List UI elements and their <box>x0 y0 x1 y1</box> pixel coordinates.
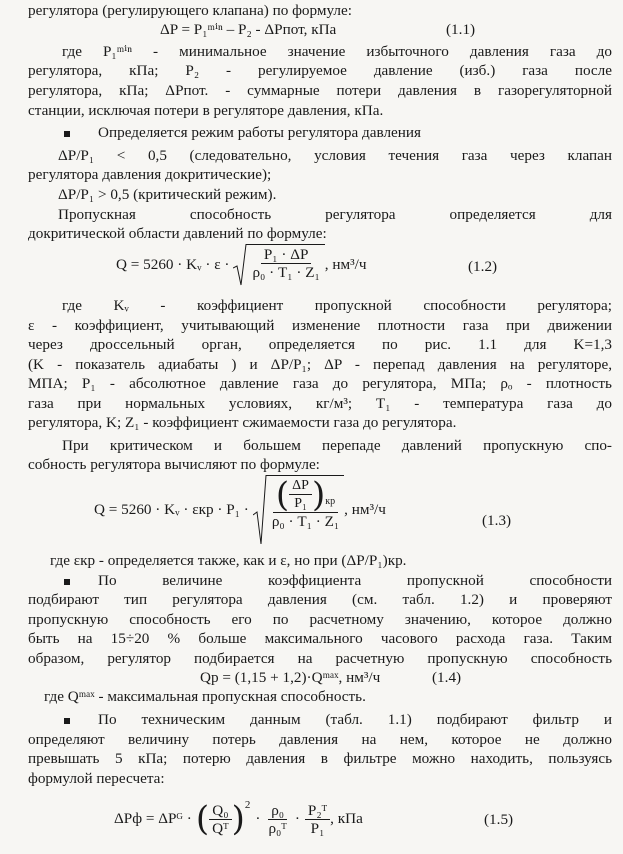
fraction-numerator: P₂ᵀ <box>305 802 330 820</box>
text-line: образом, регулятор подбирается на расчетную пропускную способность <box>28 650 612 667</box>
formula-unit: , нм³/ч <box>344 501 386 518</box>
bullet-text: По величине коэффициента пропускной способности <box>98 572 612 589</box>
bullet-line <box>64 572 612 590</box>
paren-left: ( <box>195 799 210 839</box>
text-line: собность регулятора вычисляют по формуле: <box>28 456 320 473</box>
formula-1-3 <box>94 474 386 546</box>
paren-left: ( <box>275 474 290 515</box>
text-line: (K - показатель адиабаты ) и ΔP/P₁; ΔP - перепад давления на регуляторе, <box>28 356 612 373</box>
text-line: станции, исключая потери в регуляторе давления, кПа. <box>28 102 384 119</box>
text-line: регулятора давления докритические); <box>28 166 272 183</box>
fraction-numerator: P₁ · ΔP <box>261 246 312 264</box>
text-line: ΔP/P₁ > 0,5 (критический режим). <box>58 186 277 203</box>
paren-right: ) <box>231 799 245 839</box>
formula-1-5: ΔPф = ΔPᴳ · ( $\frac{\text{Q₀}}{\text{Qᵀ}}$ ) 2 · $\frac{\text{ρ₀}}{\text{ρ₀ᵀ}}$ · $\frac{\text{P₂ᵀ}}{\text{P₁}}$ , кПа <box>114 794 363 844</box>
equation-number: (1.4) <box>432 669 462 686</box>
text-line: быть на 15÷20 % больше максимального часового расхода газа. Таким <box>28 630 612 647</box>
text-line: через дроссельный орган, определяется по рис. 1.1 для K=1,3 <box>28 336 612 353</box>
bullet-icon <box>64 579 70 585</box>
formula-left: ΔPф = ΔPᴳ · <box>114 810 192 827</box>
formula-unit: , кПа <box>330 810 363 827</box>
formula-1-4: Qр = (1,15 + 1,2)·Qᵐᵃˣ, нм³/ч <box>200 669 381 686</box>
text-line: где P₁ᵐⁱⁿ - минимальное значение избыточного давления газа до <box>62 43 612 60</box>
fraction <box>269 474 342 530</box>
fraction-q <box>209 802 231 837</box>
equation-number: (1.5) <box>484 811 514 828</box>
fraction <box>249 246 322 281</box>
text-line: превышать 5 кПа; потерю давления в фильтре можно находить, пользуясь <box>28 750 612 767</box>
fraction-rho <box>265 802 289 837</box>
fraction-denominator: ρ₀ · T₁ · Z₁ <box>252 264 320 281</box>
bullet-icon <box>64 718 70 724</box>
exponent: 2 <box>244 799 251 811</box>
text-line: МПА; P₁ - абсолютное давление газа до регулятора, МПа; ρₒ - плотность <box>28 375 612 392</box>
sqrt-sign <box>233 244 324 286</box>
text-line: определяют величину потерь давления на нем, которое не должно <box>28 731 612 748</box>
text-line: При критическом и большем перепаде давлений пропускную спо- <box>62 437 612 454</box>
inner-denominator: P₁ <box>294 496 307 511</box>
fraction-denominator: ρ₀ᵀ <box>268 819 287 837</box>
text-line: регулятора, кПа; P₂ - регулируемое давление (изб.) газа после <box>28 62 612 79</box>
bullet-icon <box>64 131 70 137</box>
sqrt-sign <box>253 475 344 545</box>
text-line: докритической области давлений по формуле: <box>28 225 327 242</box>
bullet-text: По техническим данным (табл. 1.1) подбирают фильтр и <box>98 711 612 728</box>
subscript-kr: кр <box>325 496 336 507</box>
formula-unit: , нм³/ч <box>324 256 367 273</box>
formula-left: Q = 5260 · Kᵥ · ε · <box>116 256 230 273</box>
bullet-text: Определяется режим работы регулятора давления <box>98 124 422 141</box>
text-line: ΔP/P₁ < 0,5 (следовательно, условия течения газа через клапан <box>58 147 612 164</box>
fraction-numerator <box>273 474 338 515</box>
text-line: где Qᵐᵃˣ - максимальная пропускная способность. <box>44 688 366 705</box>
equation-number: (1.2) <box>468 258 498 275</box>
text-line: подбирают тип регулятора давления (см. табл. 1.2) и проверяют <box>28 591 612 608</box>
inner-fraction <box>289 477 312 512</box>
text-line: регулятора, K; Z₁ - коэффициент сжимаемости газа до регулятора. <box>28 414 457 431</box>
fraction-p <box>305 802 330 837</box>
fraction-numerator: Q₀ <box>209 802 231 820</box>
equation-number: (1.1) <box>446 21 476 38</box>
text-line: регулятора (регулирующего клапана) по формуле: <box>28 2 352 19</box>
fraction-denominator: P₁ <box>310 819 325 837</box>
fraction-numerator: ρ₀ <box>268 802 287 820</box>
text-line: где εкр - определяется также, как и ε, но при (ΔP/P₁)кр. <box>50 552 407 569</box>
formula-1-2 <box>116 243 367 287</box>
text-line: пропускную способность его по расчетному значению, которое должно <box>28 611 612 628</box>
formula-left: Q = 5260 · Kᵥ · εкр · P₁ · <box>94 501 249 518</box>
text-line: газа при нормальных условиях, кг/м³; T₁ - температура газа до <box>28 395 612 412</box>
formula-1-1: ΔP = P₁ᵐⁱⁿ – P₂ - ΔPпот, кПа <box>160 21 337 38</box>
bullet-line <box>64 124 421 142</box>
text-line: где Kᵥ - коэффициент пропускной способности регулятора; <box>62 297 612 314</box>
radical-icon <box>253 475 267 545</box>
fraction-denominator: Qᵀ <box>212 819 229 837</box>
text-line: Пропускная способность регулятора определяется для <box>58 206 612 223</box>
paren-right: ) <box>311 474 326 515</box>
equation-number: (1.3) <box>482 512 512 529</box>
bullet-line <box>64 711 612 729</box>
text-line: регулятора, кПа; ΔPпот. - суммарные потери давления в газорегуляторной <box>28 82 612 99</box>
radical-icon <box>233 244 247 286</box>
text-line: ε - коэффициент, учитывающий изменение плотности газа при движении <box>28 317 612 334</box>
inner-numerator: ΔP <box>289 477 312 495</box>
fraction-denominator: ρ₀ · T₁ · Z₁ <box>271 513 340 530</box>
text-line: формулой пересчета: <box>28 770 165 787</box>
